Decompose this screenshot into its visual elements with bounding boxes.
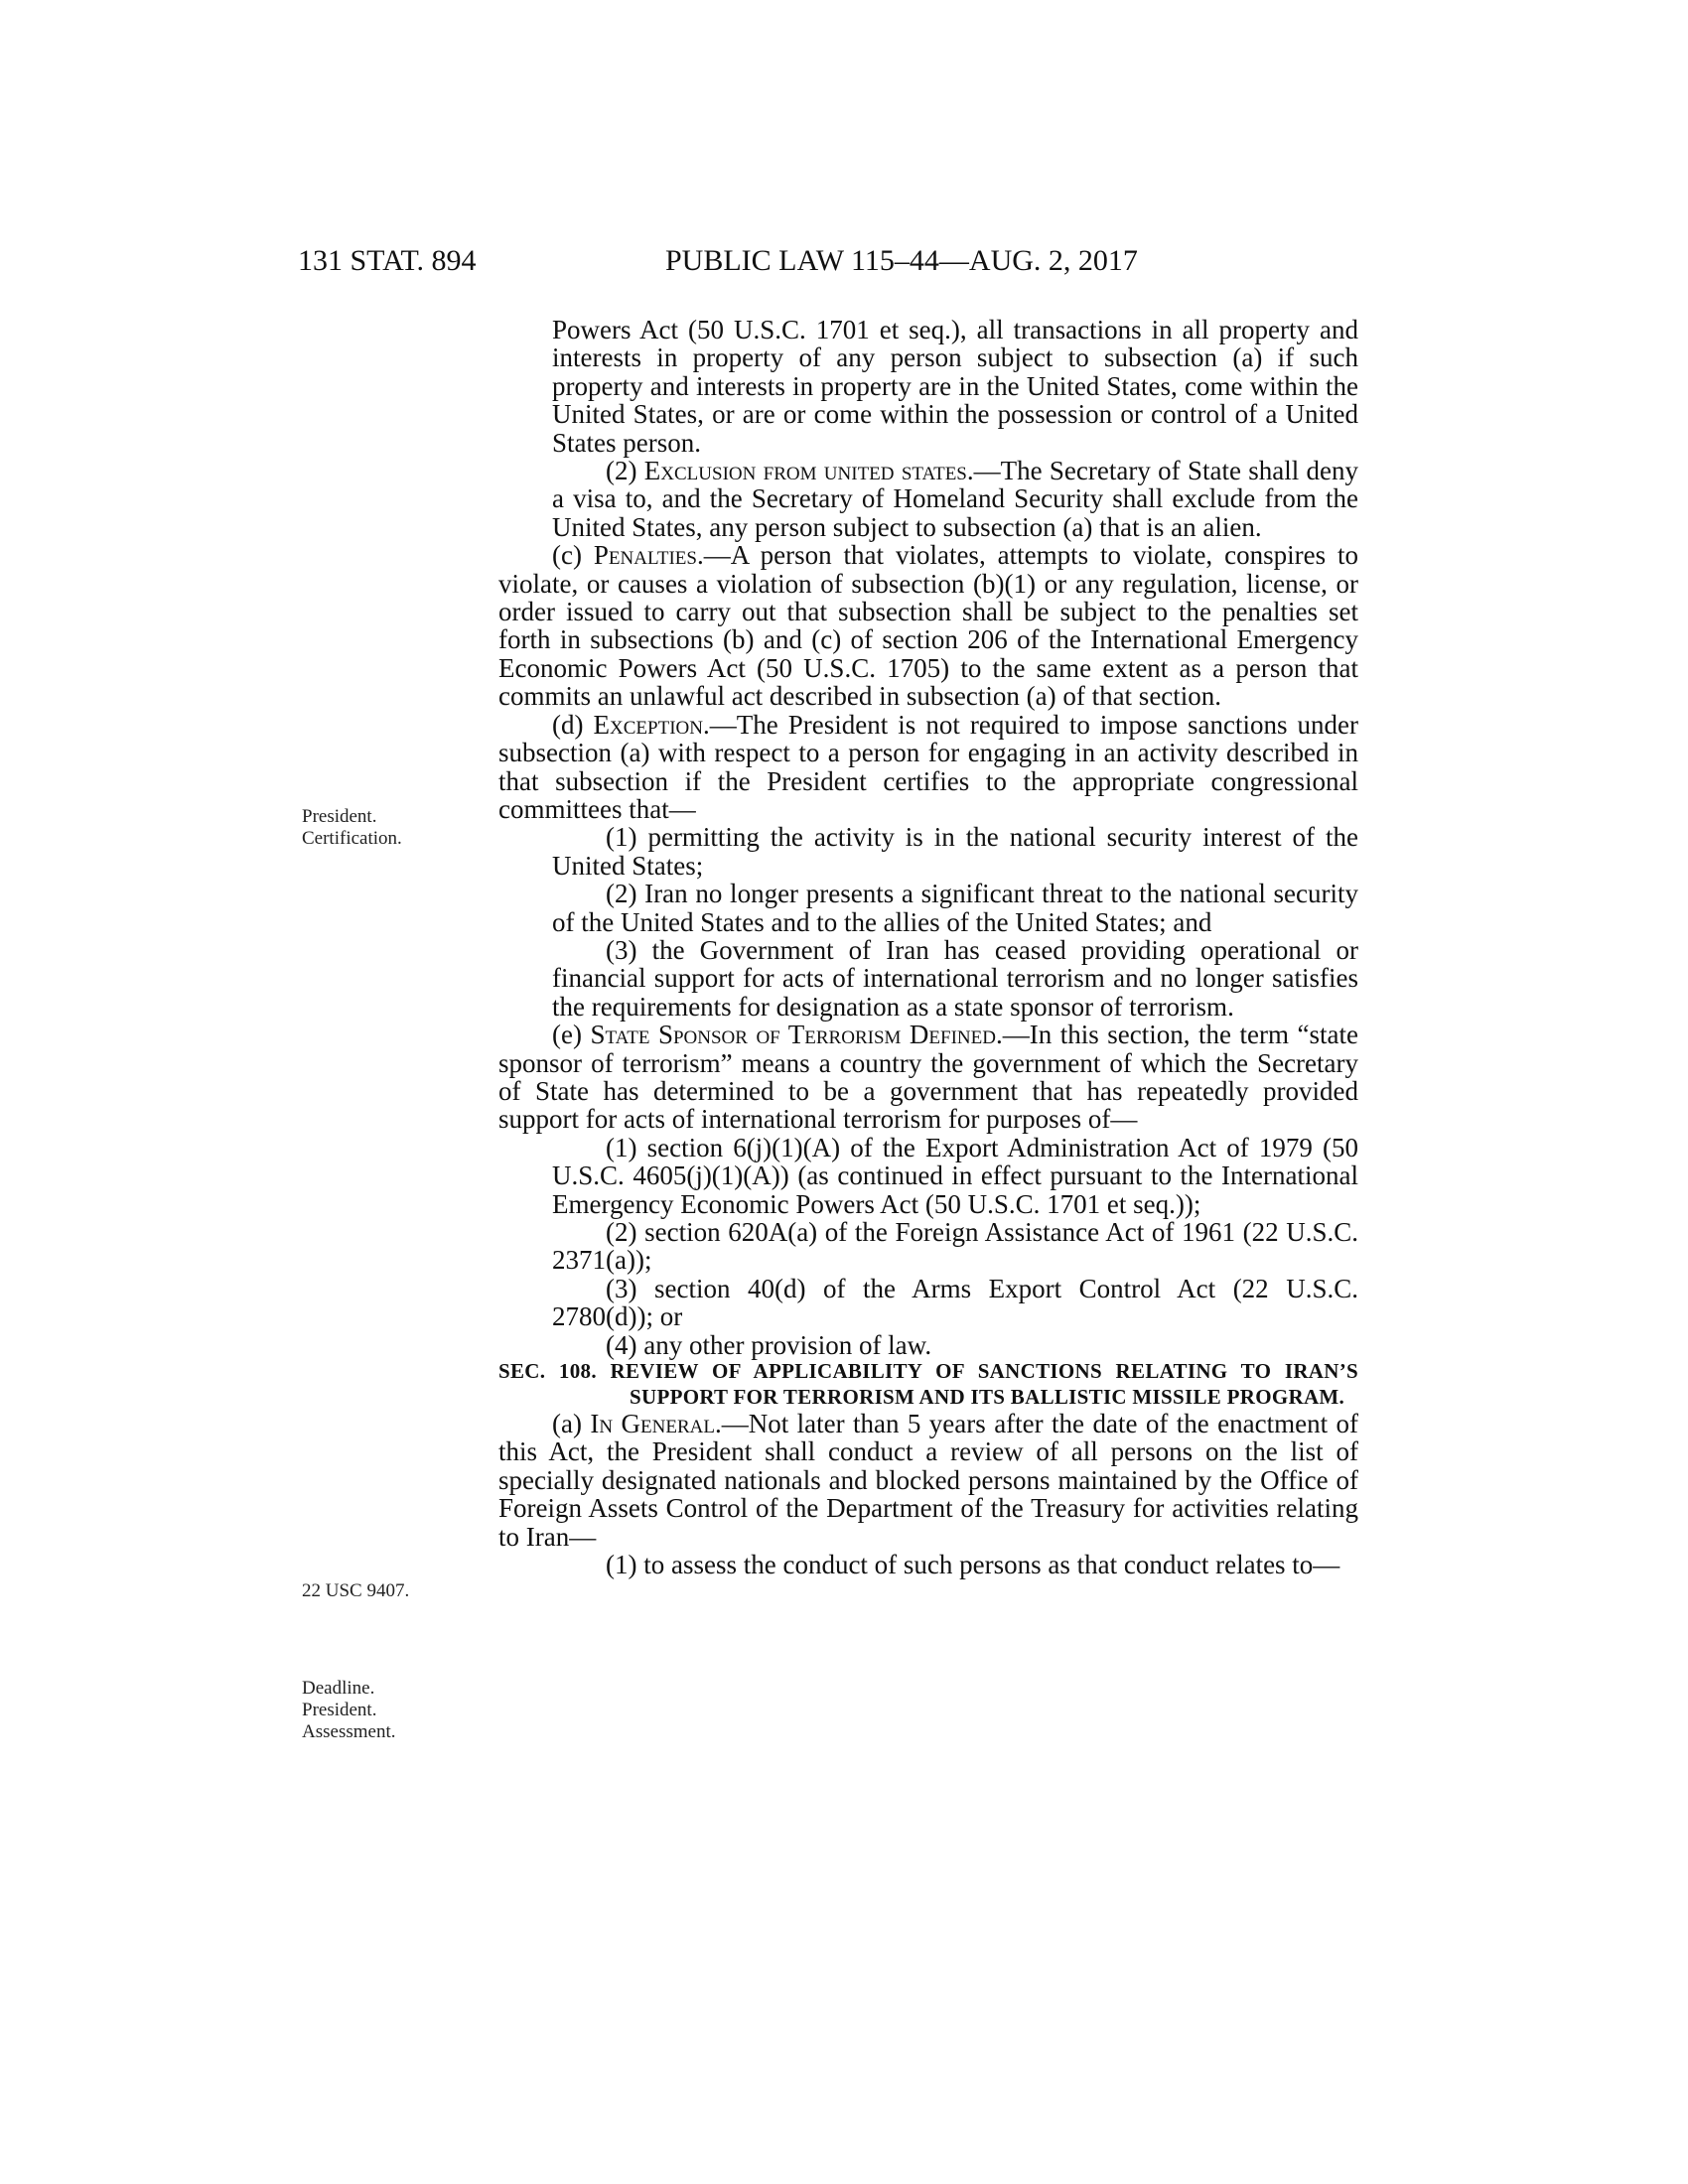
- paragraph-d1: (1) permitting the activity is in the national security interest of the United States;: [552, 822, 1358, 881]
- section-heading: SEC. 108. REVIEW OF APPLICABILITY OF SANCTIONS RELATING TO IRAN’S SUPPORT FOR TERRORISM AND ITS BALLISTIC MISSILE PROGRAM.: [498, 1359, 1358, 1409]
- subsection-text: —Not later than 5 years after the date of the enactment of this Act, the President shall conduct a review of all persons on the list of specially designated nationals and blocked persons maintained by the Office of Foreign Assets Control of the Department of the Treasury for activities relating to Iran—: [498, 1409, 1358, 1552]
- margin-note-deadline: [302, 1678, 441, 1743]
- margin-note-line: President.: [302, 806, 377, 827]
- paragraph-e2: (2) section 620A(a) of the Foreign Assistance Act of 1961 (22 U.S.C. 2371(a));: [552, 1217, 1358, 1276]
- subsection-number: (d): [552, 709, 594, 740]
- subsection-a: [498, 1410, 1358, 1551]
- subsection-text: —In this section, the term “state sponsor of terrorism” means a country the government of which the Secretary of State has determined to be a government that has repeatedly provided support for acts of international terrorism for purposes of—: [498, 1020, 1359, 1135]
- margin-note-line: Certification.: [302, 828, 402, 849]
- subsection-heading: Penalties.: [593, 540, 704, 571]
- subsection-text: —The President is not required to impose sanctions under subsection (a) with respect to a person for engaging in an activity described in that subsection if the President certifies to the appropriate congressional committees that—: [498, 709, 1358, 824]
- margin-note-usc: [302, 1580, 441, 1602]
- body-text: [498, 316, 1358, 1578]
- page-header: [298, 244, 1370, 284]
- running-head: PUBLIC LAW 115–44—AUG. 2, 2017: [665, 244, 1138, 277]
- paragraph-text: —The Secretary of State shall deny a visa to, and the Secretary of Homeland Security shall exclude from the United States, any person subject to subsection (a) that is an alien.: [552, 456, 1359, 542]
- page-reference: 131 STAT. 894: [298, 244, 477, 277]
- paragraph-d2: (2) Iran no longer presents a significant threat to the national security of the United States and to the allies of the United States; and: [552, 879, 1358, 937]
- paragraph-b1-continued: Powers Act (50 U.S.C. 1701 et seq.), all transactions in all property and interests in property of any person subject to subsection (a) if such property and interests in property are in the United States, come within the United States, or are or come within the possession or control of a United States person.: [552, 315, 1358, 458]
- paragraph-a1: (1) to assess the conduct of such persons as that conduct relates to—: [606, 1550, 1340, 1580]
- subsection-d: [498, 711, 1358, 824]
- margin-note-line: President.: [302, 1700, 377, 1720]
- margin-note-certification: [302, 806, 441, 850]
- subsection-number: (c): [552, 540, 594, 571]
- subsection-heading: Exception.: [593, 709, 710, 740]
- subsection-number: (a): [552, 1409, 591, 1439]
- margin-note-line: Assessment.: [302, 1721, 396, 1742]
- paragraph-b2: [498, 457, 1358, 541]
- paragraph-e4: (4) any other provision of law.: [606, 1329, 932, 1360]
- subsection-heading: State Sponsor of Terrorism Defined.: [590, 1020, 1003, 1050]
- subsection-number: (e): [552, 1020, 591, 1050]
- paragraph-e3: (3) section 40(d) of the Arms Export Control Act (22 U.S.C. 2780(d)); or: [552, 1273, 1358, 1332]
- subsection-text: —A person that violates, attempts to violate, conspires to violate, or causes a violation of subsection (b)(1) or any regulation, license, or order issued to carry out that subsection shall be subject to the penalties set forth in subsections (b) and (c) of section 206 of the International Emergency Economic Powers Act (50 U.S.C. 1705) to the same extent as a person that commits an unlawful act described in subsection (a) of that section.: [498, 540, 1359, 712]
- paragraph-heading: Exclusion from united states.: [643, 456, 974, 486]
- margin-note-line: 22 USC 9407.: [302, 1580, 410, 1601]
- paragraph-d3: (3) the Government of Iran has ceased providing operational or financial support for acts of international terrorism and no longer satisfies the requirements for designation as a state sponsor of terrorism.: [552, 934, 1358, 1022]
- subsection-e: [498, 1021, 1358, 1134]
- subsection-c: [498, 541, 1358, 710]
- margin-note-line: Deadline.: [302, 1678, 375, 1699]
- subsection-heading: In General.: [590, 1409, 722, 1439]
- paragraph-e1: (1) section 6(j)(1)(A) of the Export Administration Act of 1979 (50 U.S.C. 4605(j)(1)(A)) (as continued in effect pursuant to the International Emergency Economic Powers Act (50 U.S.C. 1701 et seq.));: [552, 1132, 1358, 1219]
- paragraph-number: (2): [606, 456, 644, 486]
